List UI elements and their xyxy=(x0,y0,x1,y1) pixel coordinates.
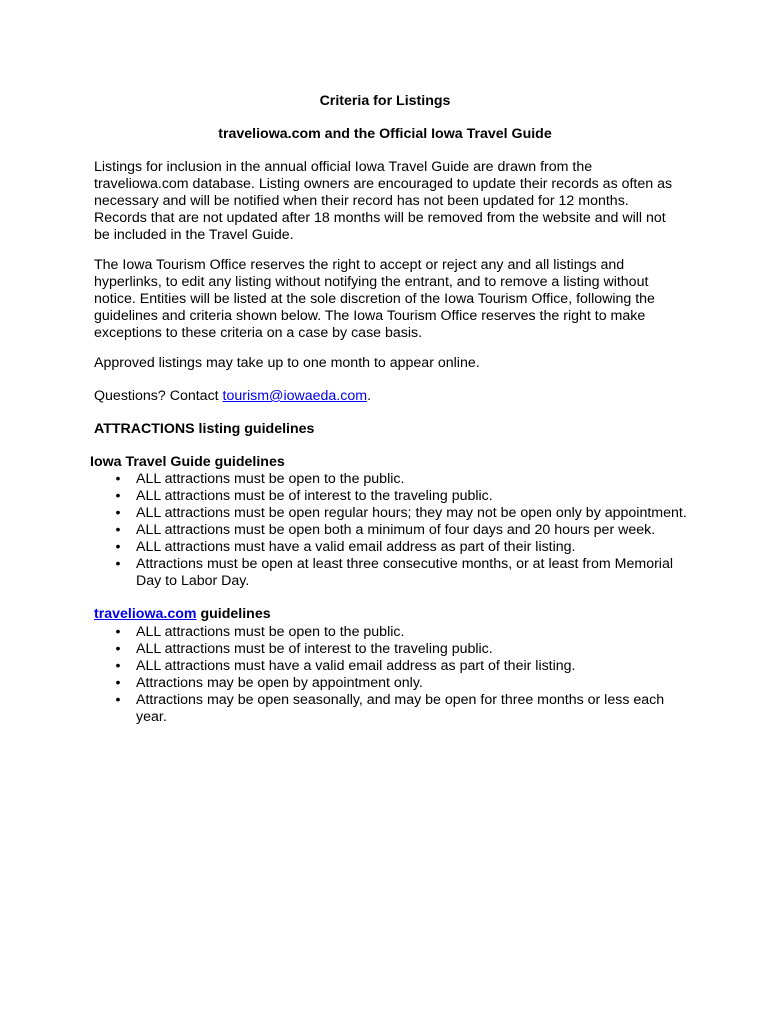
bullet-icon: • xyxy=(115,539,121,555)
travel-guide-list xyxy=(112,471,692,590)
list-item-text: ALL attractions must be open regular hours; they may not be open only by appointment. xyxy=(136,505,687,521)
list-item xyxy=(112,658,692,675)
document-subtitle: traveliowa.com and the Official Iowa Travel Guide xyxy=(218,126,552,142)
list-item xyxy=(112,522,692,539)
website-guidelines-list xyxy=(112,624,692,726)
list-item xyxy=(112,488,692,505)
bullet-icon: • xyxy=(115,658,121,674)
attractions-heading: ATTRACTIONS listing guidelines xyxy=(94,421,315,437)
list-item-text: ALL attractions must have a valid email address as part of their listing. xyxy=(136,658,576,674)
questions-suffix: . xyxy=(367,388,372,404)
list-item xyxy=(112,675,692,692)
bullet-icon: • xyxy=(115,556,121,572)
contact-email-link[interactable]: tourism@iowaeda.com xyxy=(222,388,368,404)
bullet-icon: • xyxy=(115,471,121,487)
list-item-text: Attractions may be open seasonally, and may be open for three months or less each year. xyxy=(136,692,665,725)
bullet-icon: • xyxy=(115,488,121,504)
list-item xyxy=(112,692,692,726)
list-item-text: ALL attractions must be open both a minimum of four days and 20 hours per week. xyxy=(136,522,656,538)
list-item xyxy=(112,471,692,488)
list-item xyxy=(112,624,692,641)
document-title: Criteria for Listings xyxy=(319,93,451,109)
bullet-icon: • xyxy=(115,692,121,708)
questions-paragraph xyxy=(94,388,684,405)
list-item-text: Attractions must be open at least three consecutive months, or at least from Memorial Day to Labor Day. xyxy=(136,556,674,589)
listing-inclusion-paragraph: Listings for inclusion in the annual official Iowa Travel Guide are drawn from the traveliowa.com database. Listing owners are encouraged to update their records as often as necessary and will be notified when their record has not been updated for 12 months. Records that are not updated after 18 months will be removed from the website and will not be included in the Travel Guide. xyxy=(94,159,673,243)
website-guidelines-heading xyxy=(94,606,271,623)
list-item-text: ALL attractions must be open to the public. xyxy=(136,624,405,640)
rights-reserved-paragraph: The Iowa Tourism Office reserves the right to accept or reject any and all listings and hyperlinks, to edit any listing without notifying the entrant, and to remove a listing without notice. Entities will be listed at the sole discretion of the Iowa Tourism Office, following the guidelines and criteria shown below. The Iowa Tourism Office reserves the right to make exceptions to these criteria on a case by case basis. xyxy=(94,257,655,341)
list-item-text: ALL attractions must be open to the public. xyxy=(136,471,405,487)
questions-prefix: Questions? Contact xyxy=(94,388,223,404)
list-item-text: ALL attractions must be of interest to the traveling public. xyxy=(136,641,493,657)
travel-guide-heading: Iowa Travel Guide guidelines xyxy=(90,454,285,470)
bullet-icon: • xyxy=(115,505,121,521)
approval-time-paragraph: Approved listings may take up to one month to appear online. xyxy=(94,355,480,371)
bullet-icon: • xyxy=(115,624,121,640)
list-item-text: ALL attractions must have a valid email address as part of their listing. xyxy=(136,539,576,555)
list-item xyxy=(112,539,692,556)
list-item xyxy=(112,505,692,522)
bullet-icon: • xyxy=(115,641,121,657)
bullet-icon: • xyxy=(115,675,121,691)
website-guidelines-suffix: guidelines xyxy=(196,606,271,622)
traveliowa-link[interactable]: traveliowa.com xyxy=(94,606,197,622)
list-item xyxy=(112,556,692,590)
list-item-text: Attractions may be open by appointment only. xyxy=(136,675,423,691)
list-item-text: ALL attractions must be of interest to the traveling public. xyxy=(136,488,493,504)
list-item xyxy=(112,641,692,658)
bullet-icon: • xyxy=(115,522,121,538)
